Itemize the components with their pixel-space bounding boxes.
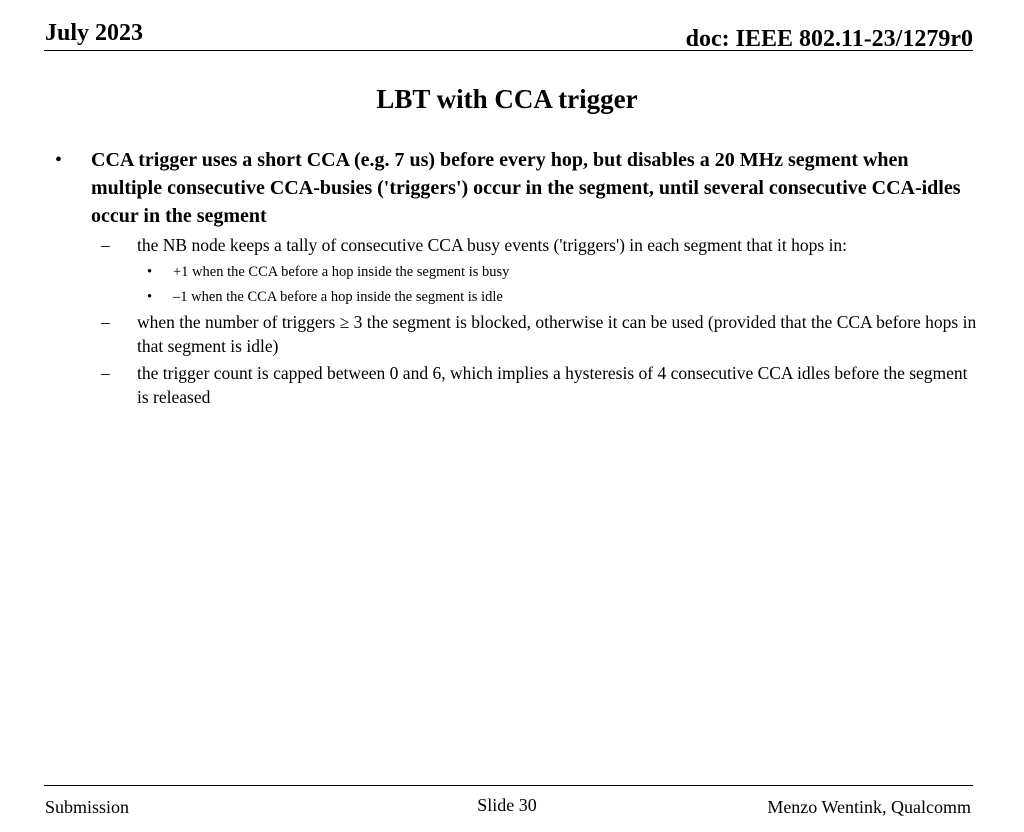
dash-marker: – xyxy=(101,235,110,255)
bullet-marker: • xyxy=(55,149,63,171)
slide-body xyxy=(50,146,980,409)
bullet-text: –1 when the CCA before a hop inside the segment is idle xyxy=(173,289,503,305)
footer-submission: Submission xyxy=(45,797,130,817)
bullet-text: +1 when the CCA before a hop inside the segment is busy xyxy=(173,264,510,280)
bullet-level2 xyxy=(50,361,980,409)
footer-divider xyxy=(44,785,973,786)
bullet-text: the NB node keeps a tally of consecutive CCA busy events ('triggers') in each segment that it hops in: xyxy=(137,235,848,255)
bullet-level2 xyxy=(50,310,980,358)
header-divider xyxy=(44,50,973,51)
bullet-marker: • xyxy=(147,289,153,305)
slide-number: Slide 30 xyxy=(477,795,537,815)
bullet-text: CCA trigger uses a short CCA (e.g. 7 us) before every hop, but disables a 20 MHz segment when multiple consecutive CCA-busies ('triggers') occur in the segment, until several consecutive CCA-idles occur in the segment xyxy=(91,149,961,227)
bullet-level3 xyxy=(50,287,980,307)
bullet-level2 xyxy=(50,233,980,257)
bullet-level3 xyxy=(50,262,980,282)
bullet-marker: • xyxy=(147,264,153,280)
dash-marker: – xyxy=(101,363,110,383)
footer-author: Menzo Wentink, Qualcomm xyxy=(767,797,971,817)
dash-marker: – xyxy=(101,312,110,332)
bullet-text: when the number of triggers ≥ 3 the segment is blocked, otherwise it can be used (provided that the CCA before hops in that segment is idle) xyxy=(137,312,977,356)
slide-title: LBT with CCA trigger xyxy=(376,84,638,114)
header-doc-id: doc: IEEE 802.11-23/1279r0 xyxy=(685,26,973,52)
header-date: July 2023 xyxy=(45,20,144,46)
bullet-text: the trigger count is capped between 0 and 6, which implies a hysteresis of 4 consecutive CCA idles before the segment is released xyxy=(137,363,968,407)
bullet-level1 xyxy=(50,146,980,230)
